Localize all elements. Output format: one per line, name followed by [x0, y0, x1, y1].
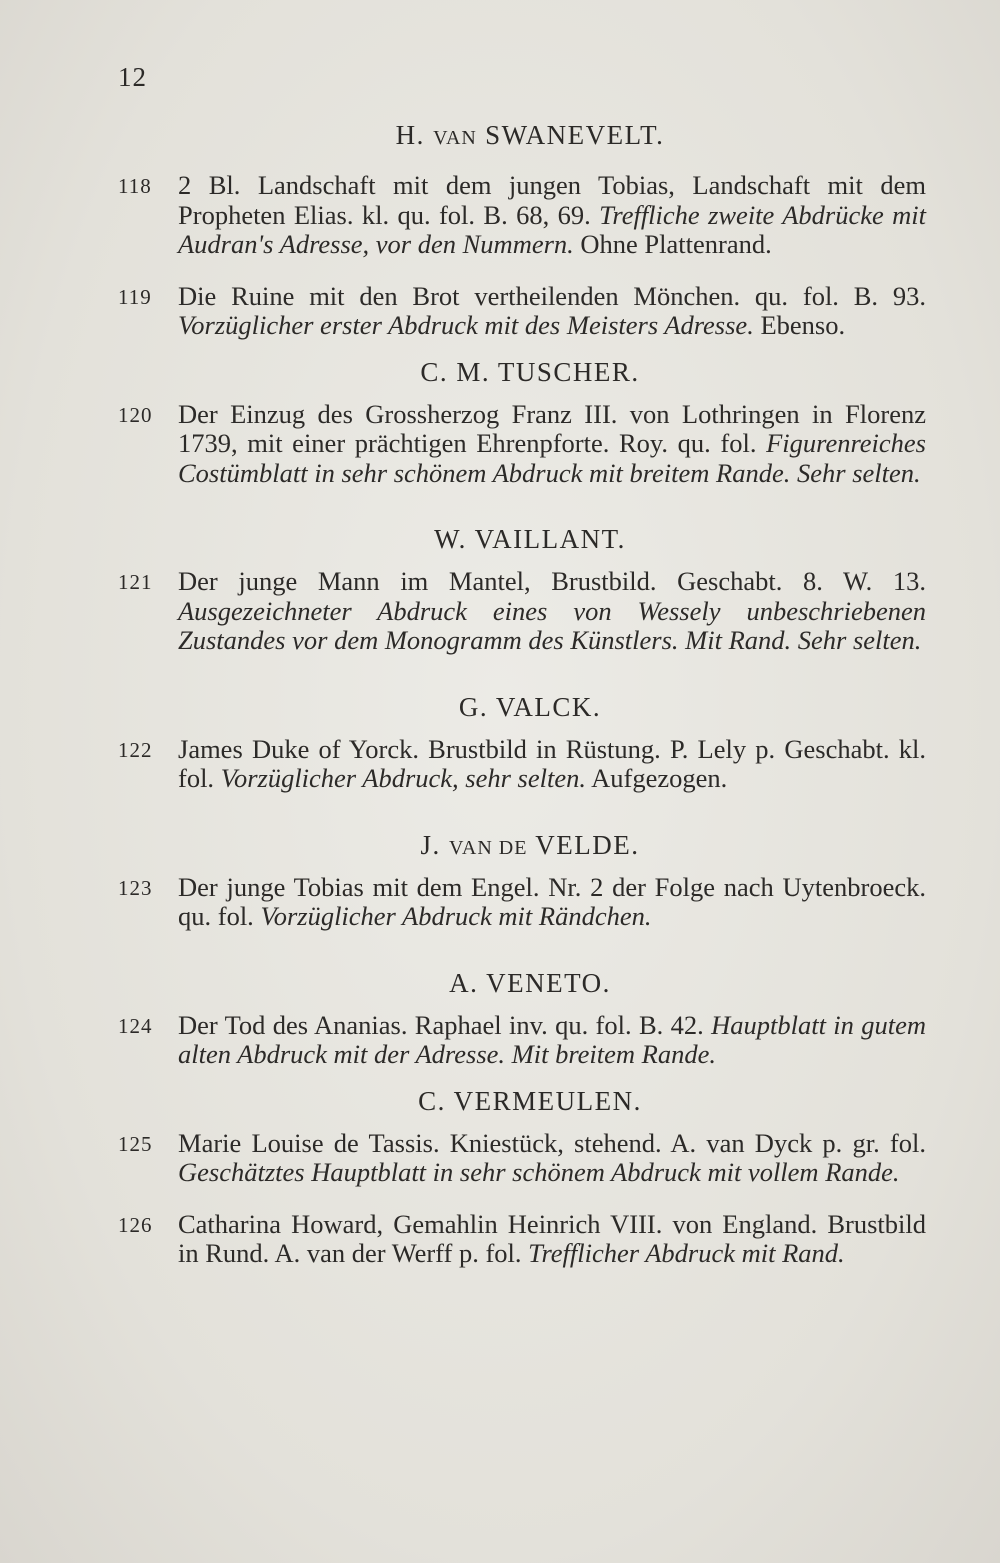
- catalog-entry: [118, 733, 926, 794]
- section-heading: [60, 524, 1000, 555]
- page-number: 12: [118, 62, 147, 92]
- entry-italic-note: Treffliche zweite Abdrücke mit Audran's Adresse, vor den Nummern.: [178, 199, 926, 259]
- entry-italic-note: Vorzüglicher Abdruck, sehr selten.: [220, 763, 586, 793]
- entry-number: 126: [118, 1212, 153, 1237]
- entry-text: Marie Louise de Tassis. Kniestück, stehend. A. van Dyck p. gr. fol.: [178, 1127, 926, 1158]
- section-heading: [60, 1086, 1000, 1117]
- catalog-entry: [118, 398, 926, 489]
- section-heading: [60, 120, 1000, 151]
- heading-text: C. VERMEULEN.: [418, 1085, 642, 1116]
- entry-italic-note: Figurenreiches Costümblatt in sehr schönem Abdruck mit breitem Rande. Sehr selten.: [178, 428, 926, 488]
- section-heading: [60, 357, 1000, 388]
- heading-text: G. VALCK.: [458, 691, 602, 722]
- section-heading: [60, 968, 1000, 999]
- entry-number: 121: [118, 570, 153, 594]
- entry-number: 119: [118, 284, 152, 309]
- entry-text-after: Ebenso.: [753, 310, 846, 340]
- entry-text: 2 Bl. Landschaft mit dem jungen Tobias, Landschaft mit dem Propheten Elias. kl. qu. fol. B. 68, 69.: [178, 170, 926, 230]
- heading-text: H.: [395, 120, 434, 150]
- entry-number: 123: [118, 875, 153, 900]
- entry-text-after: Ohne Plattenrand.: [573, 229, 772, 259]
- catalog-entry: [118, 1127, 926, 1188]
- entry-text: Der Tod des Ananias. Raphael inv. qu. fol. B. 42.: [178, 1009, 712, 1040]
- entry-number: 118: [118, 174, 152, 198]
- entry-text: Catharina Howard, Gemahlin Heinrich VIII. von England. Brustbild in Rund. A. van der Werff p. fol.: [178, 1208, 926, 1268]
- page-content: [0, 120, 1000, 1269]
- heading-text: VELDE.: [527, 829, 640, 860]
- entry-italic-note: Vorzüglicher erster Abdruck mit des Meisters Adresse.: [178, 310, 754, 340]
- catalog-entry: [118, 566, 926, 656]
- entry-number: 120: [118, 402, 153, 427]
- entry-text: Der junge Mann im Mantel, Brustbild. Geschabt. 8. W. 13.: [178, 566, 926, 596]
- heading-small-caps: VAN DE: [449, 836, 528, 859]
- entry-text: Der Einzug des Grossherzog Franz III. von Lothringen in Florenz 1739, mit einer prächtigen Ehrenpforte. Roy. qu. fol.: [178, 398, 926, 458]
- heading-text: W. VAILLANT.: [434, 524, 626, 554]
- entry-italic-note: Ausgezeichneter Abdruck eines von Wessely unbeschriebenen Zustandes vor dem Monogramm des Künstlers. Mit Rand. Sehr selten.: [178, 595, 926, 655]
- entry-text: James Duke of Yorck. Brustbild in Rüstung. P. Lely p. Geschabt. kl. fol.: [178, 733, 926, 793]
- entry-number: 125: [118, 1131, 153, 1156]
- catalog-entry: [118, 871, 926, 932]
- catalog-entry: [118, 280, 926, 341]
- heading-small-caps: VAN: [433, 127, 477, 149]
- heading-text: C. M. TUSCHER.: [420, 356, 640, 387]
- entry-number: 122: [118, 737, 153, 762]
- heading-text: SWANEVELT.: [476, 120, 665, 150]
- entry-text-after: Aufgezogen.: [586, 763, 728, 793]
- catalog-entry: [118, 1009, 927, 1070]
- entry-text: Der junge Tobias mit dem Engel. Nr. 2 der Folge nach Uytenbroeck. qu. fol.: [178, 871, 926, 931]
- entry-number: 124: [118, 1013, 153, 1038]
- entry-italic-note: Vorzüglicher Abdruck mit Rändchen.: [260, 901, 652, 931]
- heading-text: J.: [420, 829, 450, 860]
- entry-italic-note: Geschätztes Hauptblatt in sehr schönem Abdruck mit vollem Rande.: [178, 1157, 900, 1187]
- entry-italic-note: Trefflicher Abdruck mit Rand.: [528, 1238, 845, 1268]
- catalog-entry: [118, 170, 926, 260]
- entry-text: Die Ruine mit den Brot vertheilenden Mönchen. qu. fol. B. 93.: [178, 280, 926, 311]
- heading-text: A. VENETO.: [449, 967, 611, 998]
- section-heading: [60, 692, 1000, 723]
- entry-italic-note: Hauptblatt in gutem alten Abdruck mit der Adresse. Mit breitem Rande.: [178, 1009, 927, 1069]
- section-heading: [60, 830, 1000, 861]
- catalog-entry: [118, 1208, 926, 1269]
